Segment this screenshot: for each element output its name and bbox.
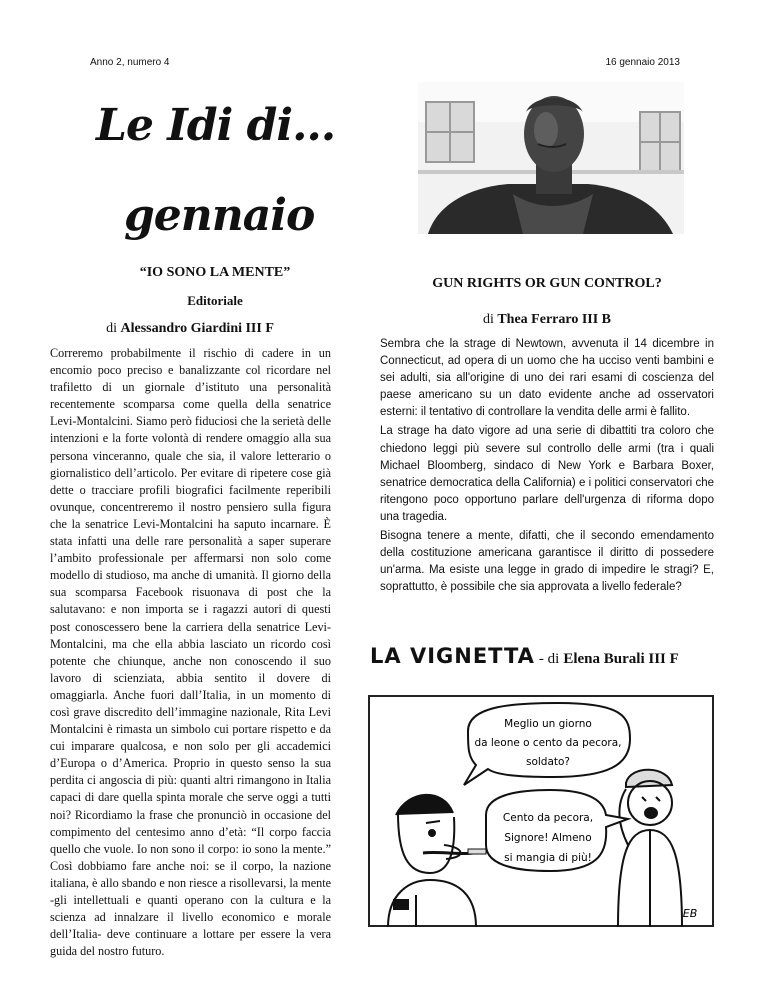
- bubble-1-line-1: Meglio un giorno: [504, 718, 592, 730]
- statue-photo-image: [418, 82, 684, 234]
- gun-article-author: Thea Ferraro III B: [497, 312, 612, 327]
- bubble-2-line-1: Cento da pecora,: [502, 812, 594, 824]
- vignetta-author: Elena Burali III F: [563, 651, 679, 667]
- artist-signature: EB: [682, 907, 698, 920]
- bubble-1-line-3: soldato?: [525, 756, 571, 768]
- vignetta-heading: [370, 644, 679, 668]
- cartoon-drawing: [368, 695, 714, 927]
- cartoon-panel: [368, 695, 714, 927]
- gun-article-byline: [380, 312, 714, 328]
- gun-article-title: GUN RIGHTS OR GUN CONTROL?: [432, 276, 662, 291]
- masthead-line-2: gennaio: [124, 190, 315, 241]
- vignetta-title: LA VIGNETTA: [370, 644, 535, 668]
- bubble-1-line-2: da leone o cento da pecora,: [474, 737, 622, 749]
- editorial-paragraph: Correremo probabilmente il rischio di cadere in un encomio poco preciso e banalizzante col ricordare nel trafiletto di un giornale d’istituto una personalità recentemente scomparsa come quella della senatrice Levi-Montalcini. Siamo però fiduciosi che la serietà delle intenzioni e la forte volontà di rendere omaggio alla sua persona vinceranno, quale che sia, il valore letterario o giornalistico dell’articolo. Per evitare di ripetere cose già dette o tracciare profili biografici facilmente reperibili ovunque, concentreremo il nostro pensiero sulla figura che la senatrice Levi-Montalcini ha saputo incarnare. È stata infatti una delle rare personalità a saper superare l’ambito professionale per affermarsi non solo come modello di studioso, ma anche di umanità. Il giorno della sua scomparsa Facebook risuonava di post che la salutavano: e non importa se i ragazzi autori di questi post conoscessero bene la carriera della senatrice Levi-Montalcini, ma che ella abbia lasciato un ricordo così potente che chiunque, anche non conoscendo il suo lavoro di scienziata, abbia sentito il dovere di omaggiarla. Anche fuori dall’Italia, in un momento di così grave discredito dell’immagine nazionale, Rita Levi Montalcini è rimasta un simbolo cui portare rispetto e da cui imparare qualcosa, e non solo per gli accademici d’Europa o d’America. Proprio in questo senso la sua perdita ci angoscia di più: quanti altri rimangono in Italia capaci di dare quella spinta morale che serve oggi a tutti noi? Ricordiamo la frase che pronunciò in occasione del compimento del centesimo anno d’età: “Il corpo faccia quello che vuole. Io non sono il corpo: io sono la mente.” Così dobbiamo fare anche noi: se il corpo, la nazione italiana, è allo sbando e non riesce a risollevarsi, la mente -gli intellettuali e quanti operano con la cultura e la scienza ad innalzare il livello economico e morale dell’Italia- deve continuare a lottare per essere la vera guida del nostro futuro.: [50, 346, 331, 959]
- bubble-2-line-2: Signore! Almeno: [504, 832, 592, 844]
- editorial-author: Alessandro Giardini III F: [120, 321, 274, 336]
- editorial-byline: [55, 321, 325, 337]
- editorial-subtitle: Editoriale: [187, 293, 243, 308]
- vignetta-separator: - di: [538, 651, 560, 667]
- editorial-title: “IO SONO LA MENTE”: [139, 265, 291, 280]
- editorial-author-prefix: di: [106, 321, 117, 336]
- statue-photo: [418, 82, 684, 234]
- issue-date: 16 gennaio 2013: [605, 57, 680, 68]
- gun-article-author-prefix: di: [482, 312, 494, 327]
- masthead-line-1: Le Idi di…: [96, 100, 336, 151]
- gun-article-body: [380, 336, 714, 596]
- gun-article-paragraph-3: Bisogna tenere a mente, difatti, che il secondo emendamento della costituzione americana garantisce il diritto di possedere un'arma. Ma esiste una legge in grado di impedire le stragi? E, soprattutto, è possibile che sia approvata a livello federale?: [380, 530, 714, 594]
- issue-number: Anno 2, numero 4: [90, 57, 170, 68]
- gun-article-paragraph-1: Sembra che la strage di Newtown, avvenuta il 14 dicembre in Connecticut, ad opera di un uomo che ha ucciso venti bambini e sei adulti, sia all'origine di uno dei rari esami di coscienza del paese americano su un dato evidente anche ad osservatori esterni: il tentativo di controllare la vendita delle armi è fallito.: [380, 338, 714, 419]
- editorial-body: [50, 345, 331, 960]
- gun-article-paragraph-2: La strage ha dato vigore ad una serie di dibattiti tra coloro che chiedono leggi più severe sul controllo delle armi (tra i quali Michael Bloomberg, sindaco di New York e Barbara Boxer, senatrice democratica della California) e i politici conservatori che ritengono poco opportuno parlare dell'urgenza di riforma dopo una tragedia.: [380, 425, 714, 523]
- bubble-2-line-3: si mangia di più!: [504, 852, 592, 864]
